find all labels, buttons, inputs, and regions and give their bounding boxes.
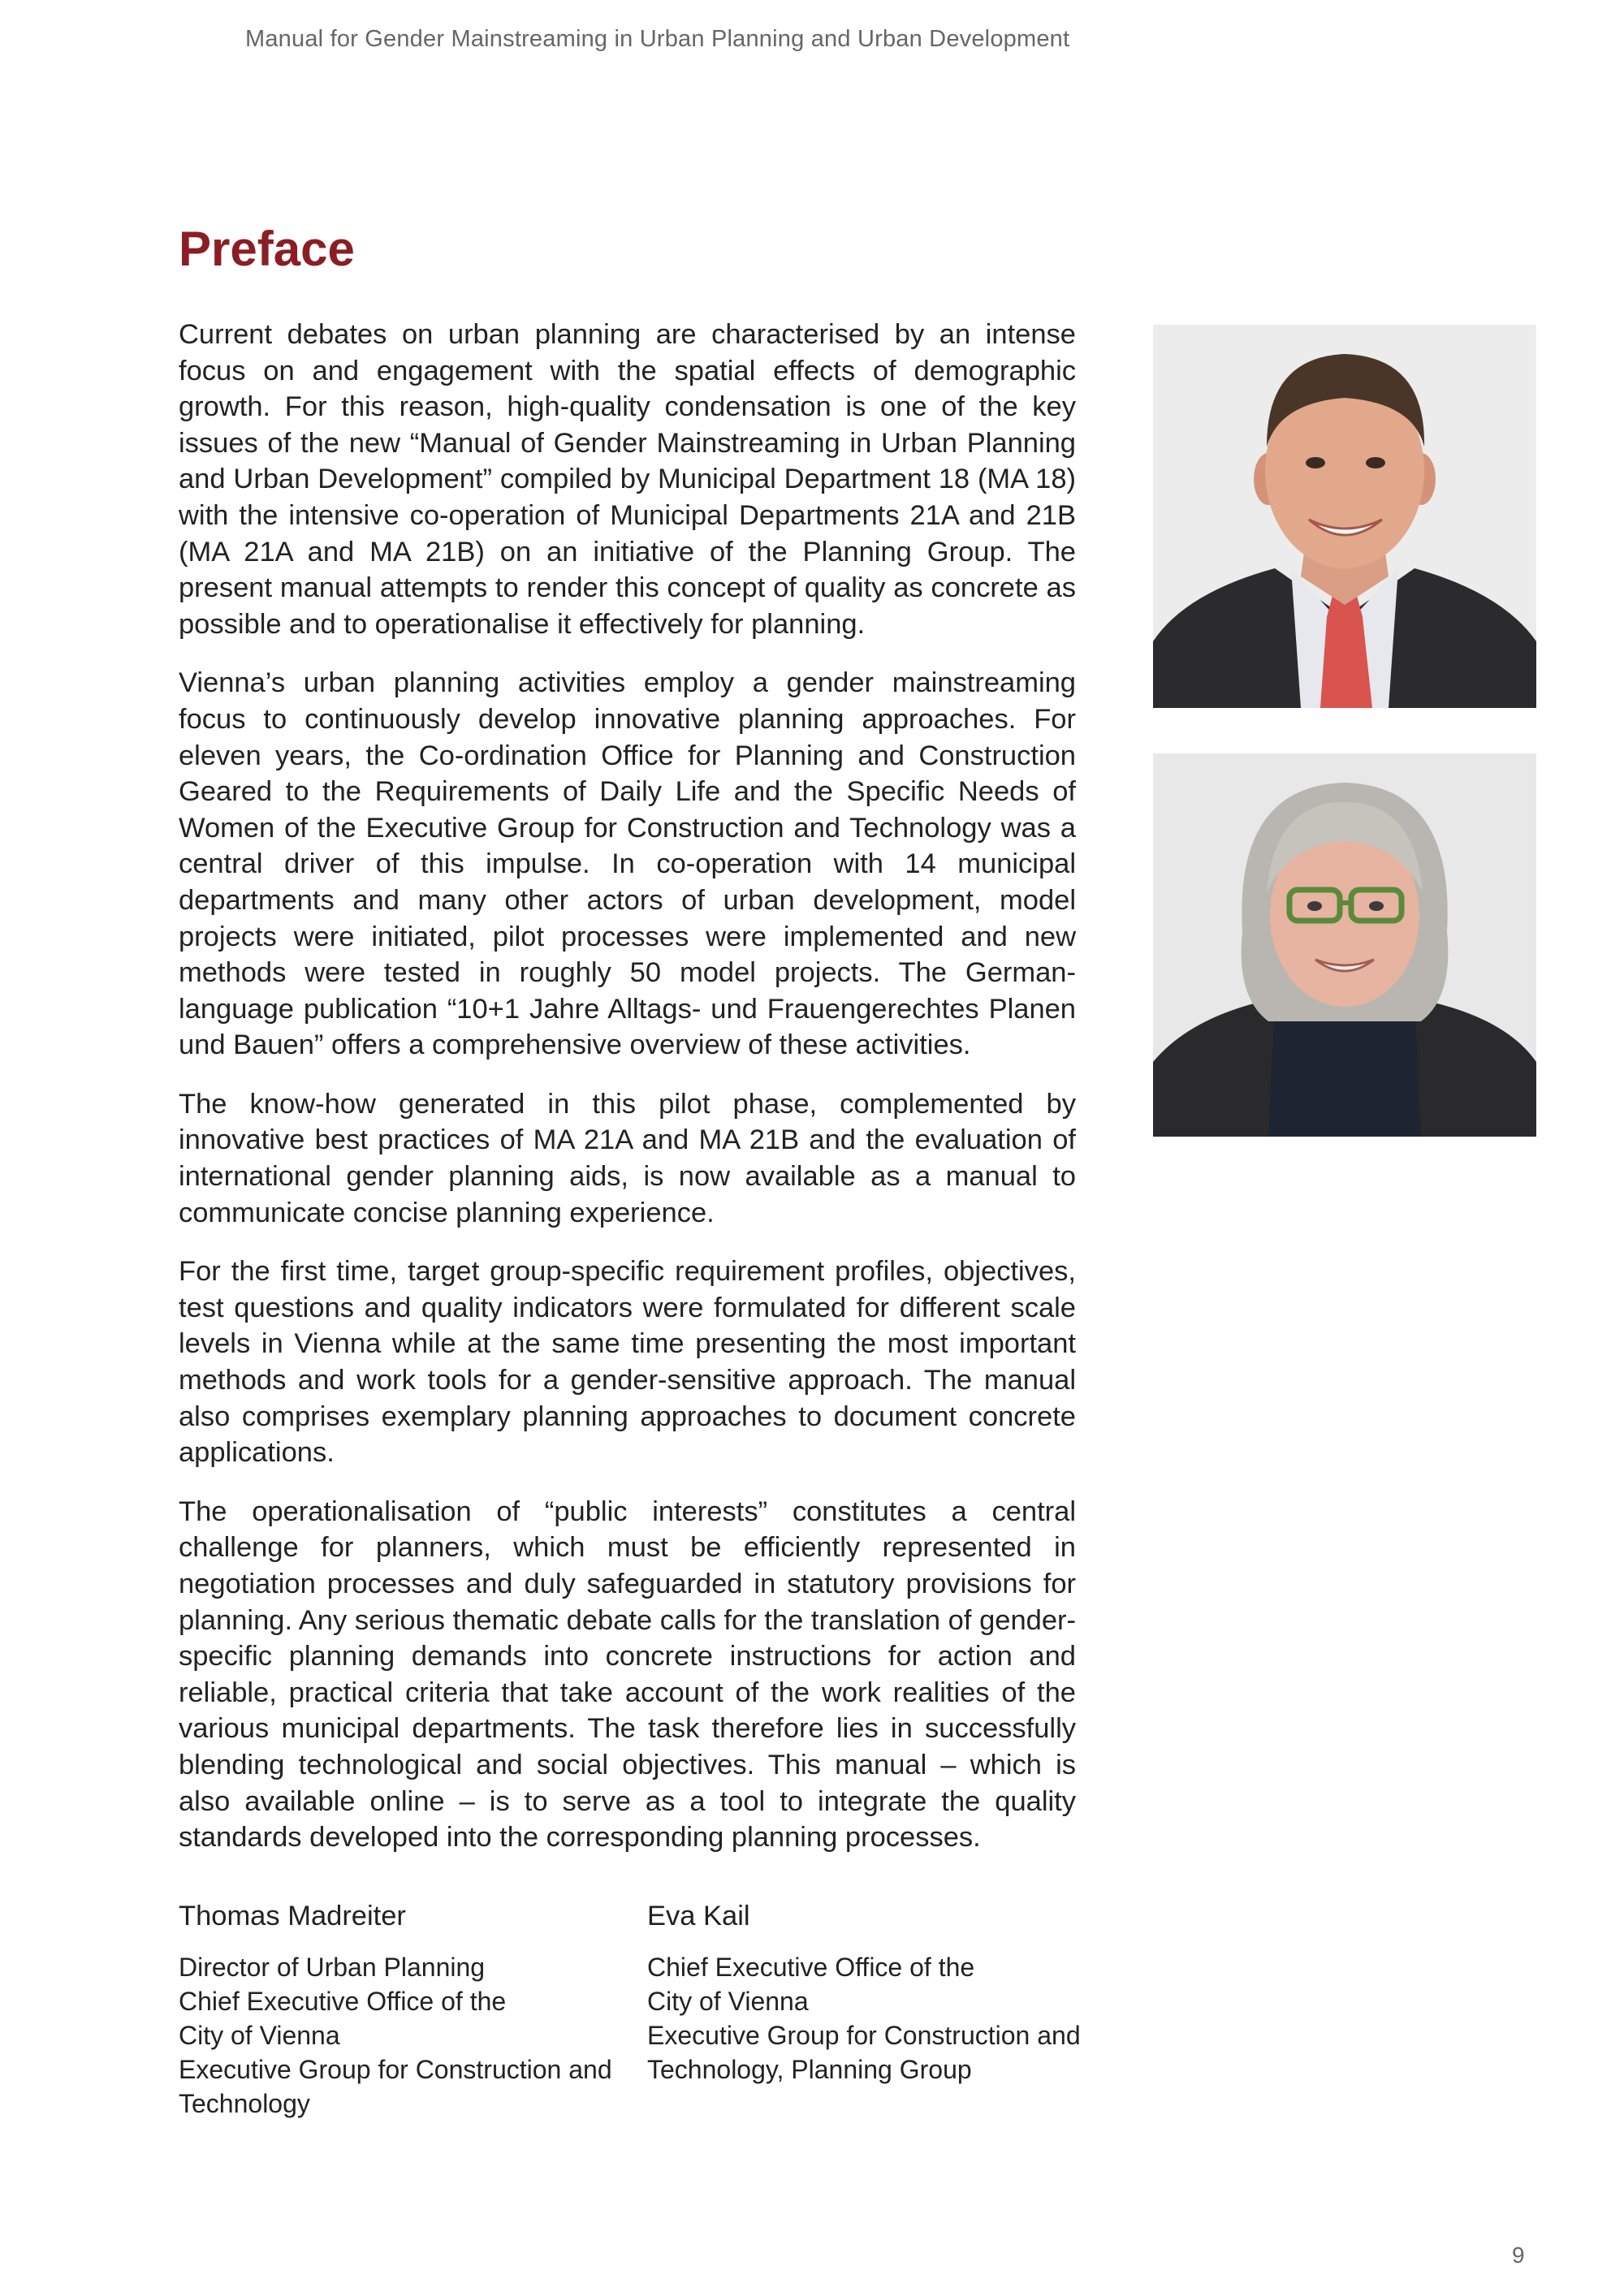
running-header: Manual for Gender Mainstreaming in Urban Planning and Urban Development (245, 26, 1070, 52)
signatory-title-line: Chief Executive Office of the (179, 1987, 507, 2016)
signatory-name: Eva Kail (647, 1901, 750, 1931)
signatory-title-line: Chief Executive Office of the (647, 1953, 975, 1982)
preface-body (179, 317, 1076, 1879)
signatory-title-line: Technology (179, 2089, 310, 2118)
signatory-title-line: Director of Urban Planning (179, 1953, 486, 1982)
signatory-title-line: City of Vienna (647, 1987, 809, 2016)
paragraph-2: Vienna’s urban planning activities employ a gender mainstreaming focus to continuously develop innovative planning approaches. For eleven years, the Co-ordination Office for Planning and Construction Geared to the Requirements of Daily Life and the Specific Needs of Women of the Executive Group for Construction and Technology was a central driver of this impulse. In co-operation with 14 municipal departments and many other actors of urban development, model projects were initiated, pilot processes were implemented and new methods were tested in roughly 50 model projects. The German-language publication “10+1 Jahre Alltags- und Frauengerechtes Planen und Bauen” offers a comprehensive overview of these activities. (179, 667, 1076, 1061)
portrait-photo-eva-kail (1153, 753, 1536, 1137)
page-title: Preface (179, 222, 355, 276)
signatory-name: Thomas Madreiter (179, 1901, 406, 1931)
paragraph-4: For the first time, target group-specific requirement profiles, objectives, test questions and quality indicators were formulated for different scale levels in Vienna while at the same time presenting the most important methods and work tools for a gender-sensitive approach. The manual also comprises exemplary planning approaches to document concrete applications. (179, 1256, 1076, 1469)
page-number: 9 (1512, 2242, 1525, 2268)
signature-thomas-madreiter (179, 1898, 633, 2121)
signatory-title-line: Technology, Planning Group (647, 2055, 972, 2084)
signatory-title-line: Executive Group for Construction and (179, 2055, 612, 2084)
signatory-title-line: Executive Group for Construction and (647, 2021, 1081, 2050)
signature-eva-kail (647, 1898, 1102, 2087)
portrait-photo-thomas-madreiter (1153, 325, 1536, 708)
paragraph-1: Current debates on urban planning are characterised by an intense focus on and engagement with the spatial effects of demographic growth. For this reason, high-quality condensation is one of the key issues of the new “Manual of Gender Mainstreaming in Urban Planning and Urban Development” compiled by Municipal Department 18 (MA 18) with the intensive co-operation of Municipal Departments 21A and 21B (MA 21A and MA 21B) on an initiative of the Planning Group. The present manual attempts to render this concept of quality as concrete as possible and to operationalise it effectively for planning. (179, 319, 1076, 640)
paragraph-5: The operationalisation of “public interests” constitutes a central challenge for planners, which must be efficiently represented in negotiation processes and duly safeguarded in statutory provisions for planning. Any serious thematic debate calls for the translation of gender-specific planning demands into concrete instructions for action and reliable, practical criteria that take account of the work realities of the various municipal departments. The task therefore lies in successfully blending technological and social objectives. This manual – which is also available online – is to serve as a tool to integrate the quality standards developed into the corresponding planning processes. (179, 1495, 1076, 1854)
paragraph-3: The know-how generated in this pilot phase, complemented by innovative best practices of MA 21A and MA 21B and the evaluation of international gender planning aids, is now available as a manual to communicate concise planning experience. (179, 1088, 1076, 1228)
signatory-title-line: City of Vienna (179, 2021, 340, 2050)
